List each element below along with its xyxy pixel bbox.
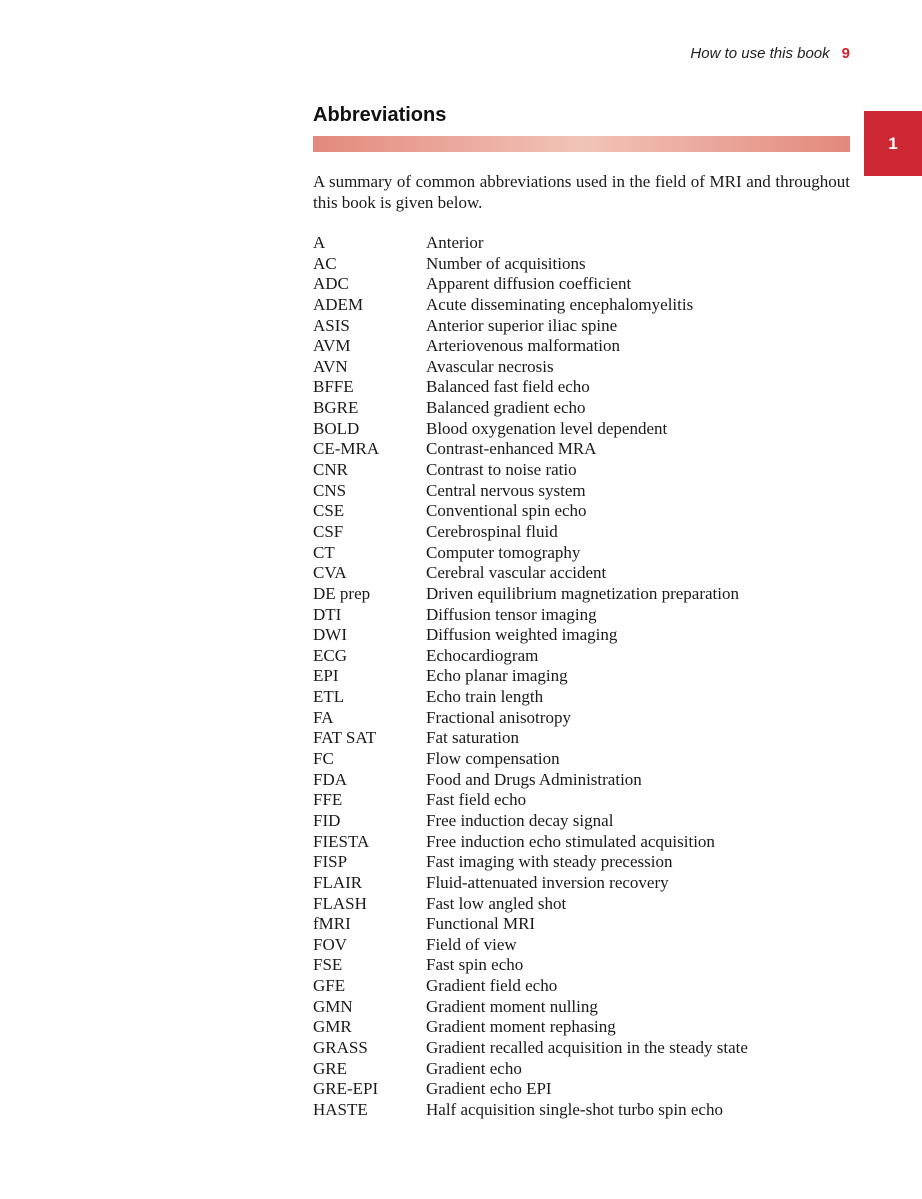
abbreviation-term: FISP [313, 852, 348, 872]
abbreviation-row [313, 295, 850, 316]
abbreviation-definition: Echo planar imaging [426, 666, 568, 686]
chapter-number: 1 [888, 133, 898, 153]
running-head [690, 45, 850, 62]
abbreviation-row [313, 935, 850, 956]
abbreviation-definition: Half acquisition single-shot turbo spin echo [426, 1099, 723, 1119]
abbreviation-term: FLAIR [313, 872, 363, 892]
abbreviation-row [313, 997, 850, 1018]
abbreviation-term: FIESTA [313, 831, 370, 851]
abbreviation-row [313, 708, 850, 729]
running-title: How to use this book [690, 45, 830, 62]
abbreviation-term: FFE [313, 790, 343, 810]
abbreviation-row [313, 316, 850, 337]
abbreviation-term: GRE [313, 1058, 347, 1078]
abbreviation-row [313, 439, 850, 460]
abbreviation-definition: Driven equilibrium magnetization preparation [426, 583, 739, 603]
abbreviation-term: BGRE [313, 398, 359, 418]
abbreviation-term: ETL [313, 687, 345, 707]
abbreviation-definition: Anterior superior iliac spine [426, 315, 618, 335]
abbreviation-term: FID [313, 810, 341, 830]
abbreviation-row [313, 233, 850, 254]
abbreviation-term: DTI [313, 604, 342, 624]
abbreviation-definition: Anterior [426, 233, 484, 252]
abbreviation-term: FLASH [313, 893, 367, 913]
abbreviation-definition: Gradient field echo [426, 976, 558, 996]
abbreviation-definition: Echocardiogram [426, 645, 539, 665]
intro-paragraph: A summary of common abbreviations used in the field of MRI and throughout this book is given below. [313, 172, 850, 212]
abbreviation-term: ADC [313, 274, 349, 294]
abbreviation-term: AC [313, 253, 337, 273]
abbreviation-term: GFE [313, 976, 346, 996]
abbreviation-term: GMN [313, 996, 353, 1016]
abbreviation-definition: Gradient recalled acquisition in the steady state [426, 1037, 748, 1057]
abbreviation-row [313, 357, 850, 378]
abbreviation-row [313, 1017, 850, 1038]
abbreviation-term: ECG [313, 645, 347, 665]
abbreviation-definition: Food and Drugs Administration [426, 769, 642, 789]
abbreviation-row [313, 873, 850, 894]
abbreviation-term: CSF [313, 521, 344, 541]
section-title: Abbreviations [313, 104, 447, 126]
abbreviation-definition: Diffusion weighted imaging [426, 625, 618, 645]
abbreviation-definition: Fat saturation [426, 728, 520, 748]
abbreviation-definition: Fluid-attenuated inversion recovery [426, 872, 669, 892]
abbreviation-definition: Arteriovenous malformation [426, 336, 621, 356]
abbreviation-definition: Gradient echo EPI [426, 1079, 552, 1099]
abbreviation-row [313, 770, 850, 791]
abbreviation-row [313, 419, 850, 440]
abbreviation-row [313, 790, 850, 811]
abbreviation-term: GRE-EPI [313, 1079, 379, 1099]
abbreviation-term: FSE [313, 955, 343, 975]
abbreviation-row [313, 646, 850, 667]
abbreviation-definition: Apparent diffusion coefficient [426, 274, 632, 294]
abbreviation-row [313, 976, 850, 997]
abbreviation-term: ASIS [313, 315, 350, 335]
abbreviation-definition: Fast field echo [426, 790, 527, 810]
abbreviation-definition: Field of view [426, 934, 517, 954]
abbreviation-row [313, 811, 850, 832]
abbreviation-term: CSE [313, 501, 345, 521]
page-number: 9 [841, 45, 850, 62]
abbreviation-definition: Echo train length [426, 687, 544, 707]
abbreviation-definition: Contrast to noise ratio [426, 460, 577, 480]
abbreviation-definition: Acute disseminating encephalomyelitis [426, 294, 694, 314]
abbreviation-row [313, 377, 850, 398]
chapter-tab [864, 111, 922, 176]
abbreviation-row [313, 460, 850, 481]
abbreviation-row [313, 336, 850, 357]
abbreviation-row [313, 1038, 850, 1059]
abbreviation-definition: Diffusion tensor imaging [426, 604, 597, 624]
abbreviation-row [313, 625, 850, 646]
abbreviation-row [313, 687, 850, 708]
abbreviation-definition: Fast low angled shot [426, 893, 567, 913]
abbreviation-definition: Central nervous system [426, 480, 586, 500]
abbreviation-definition: Number of acquisitions [426, 253, 586, 273]
abbreviation-term: EPI [313, 666, 339, 686]
abbreviation-definition: Computer tomography [426, 542, 581, 562]
abbreviation-row [313, 522, 850, 543]
abbreviation-row [313, 955, 850, 976]
abbreviation-definition: Free induction decay signal [426, 810, 614, 830]
abbreviation-definition: Fractional anisotropy [426, 707, 571, 727]
abbreviation-row [313, 1079, 850, 1100]
abbreviation-term: FOV [313, 934, 348, 954]
abbreviation-term: FA [313, 707, 334, 727]
abbreviation-term: BFFE [313, 377, 354, 397]
abbreviation-row [313, 501, 850, 522]
abbreviation-definition: Conventional spin echo [426, 501, 587, 521]
abbreviation-definition: Balanced fast field echo [426, 377, 590, 397]
abbreviation-term: AVN [313, 356, 348, 376]
abbreviation-term: AVM [313, 336, 351, 356]
abbreviation-term: FDA [313, 769, 348, 789]
abbreviation-definition: Functional MRI [426, 914, 536, 934]
abbreviation-term: BOLD [313, 418, 360, 438]
abbreviation-row [313, 914, 850, 935]
abbreviation-row [313, 274, 850, 295]
abbreviation-row [313, 1059, 850, 1080]
abbreviation-row [313, 832, 850, 853]
abbreviation-term: GMR [313, 1017, 352, 1037]
abbreviation-term: CVA [313, 563, 347, 583]
abbreviation-term: CNS [313, 480, 347, 500]
abbreviation-term: DE prep [313, 583, 371, 603]
abbreviation-definition: Balanced gradient echo [426, 398, 586, 418]
abbreviation-row [313, 852, 850, 873]
abbreviation-term: FAT SAT [313, 728, 377, 748]
abbreviation-row [313, 543, 850, 564]
abbreviation-term: CT [313, 542, 335, 562]
abbreviation-term: CE-MRA [313, 439, 380, 459]
abbreviation-term: DWI [313, 625, 347, 645]
abbreviation-definition: Gradient moment nulling [426, 996, 598, 1016]
abbreviation-definition: Blood oxygenation level dependent [426, 418, 668, 438]
abbreviation-term: FC [313, 749, 334, 769]
abbreviation-definition: Avascular necrosis [426, 356, 554, 376]
abbreviation-term: GRASS [313, 1037, 368, 1057]
abbreviation-term: HASTE [313, 1099, 368, 1119]
heading-rule [313, 136, 850, 152]
abbreviation-term: fMRI [313, 914, 351, 934]
abbreviation-row [313, 894, 850, 915]
abbreviation-definition: Gradient moment rephasing [426, 1017, 616, 1037]
abbreviation-term: A [313, 233, 326, 252]
abbreviation-row [313, 605, 850, 626]
abbreviation-definition: Fast imaging with steady precession [426, 852, 673, 872]
abbreviation-definition: Contrast-enhanced MRA [426, 439, 597, 459]
abbreviation-list [313, 233, 850, 1121]
abbreviation-row [313, 254, 850, 275]
abbreviation-term: ADEM [313, 294, 364, 314]
abbreviation-row [313, 749, 850, 770]
abbreviation-row [313, 666, 850, 687]
abbreviation-row [313, 728, 850, 749]
abbreviation-definition: Cerebral vascular accident [426, 563, 607, 583]
abbreviation-term: CNR [313, 460, 348, 480]
abbreviation-row [313, 481, 850, 502]
abbreviation-row [313, 1100, 850, 1121]
abbreviation-definition: Free induction echo stimulated acquisition [426, 831, 715, 851]
abbreviation-definition: Cerebrospinal fluid [426, 521, 558, 541]
abbreviation-row [313, 398, 850, 419]
abbreviation-definition: Fast spin echo [426, 955, 524, 975]
abbreviation-definition: Gradient echo [426, 1058, 522, 1078]
abbreviation-definition: Flow compensation [426, 749, 560, 769]
abbreviation-row [313, 563, 850, 584]
abbreviation-row [313, 584, 850, 605]
